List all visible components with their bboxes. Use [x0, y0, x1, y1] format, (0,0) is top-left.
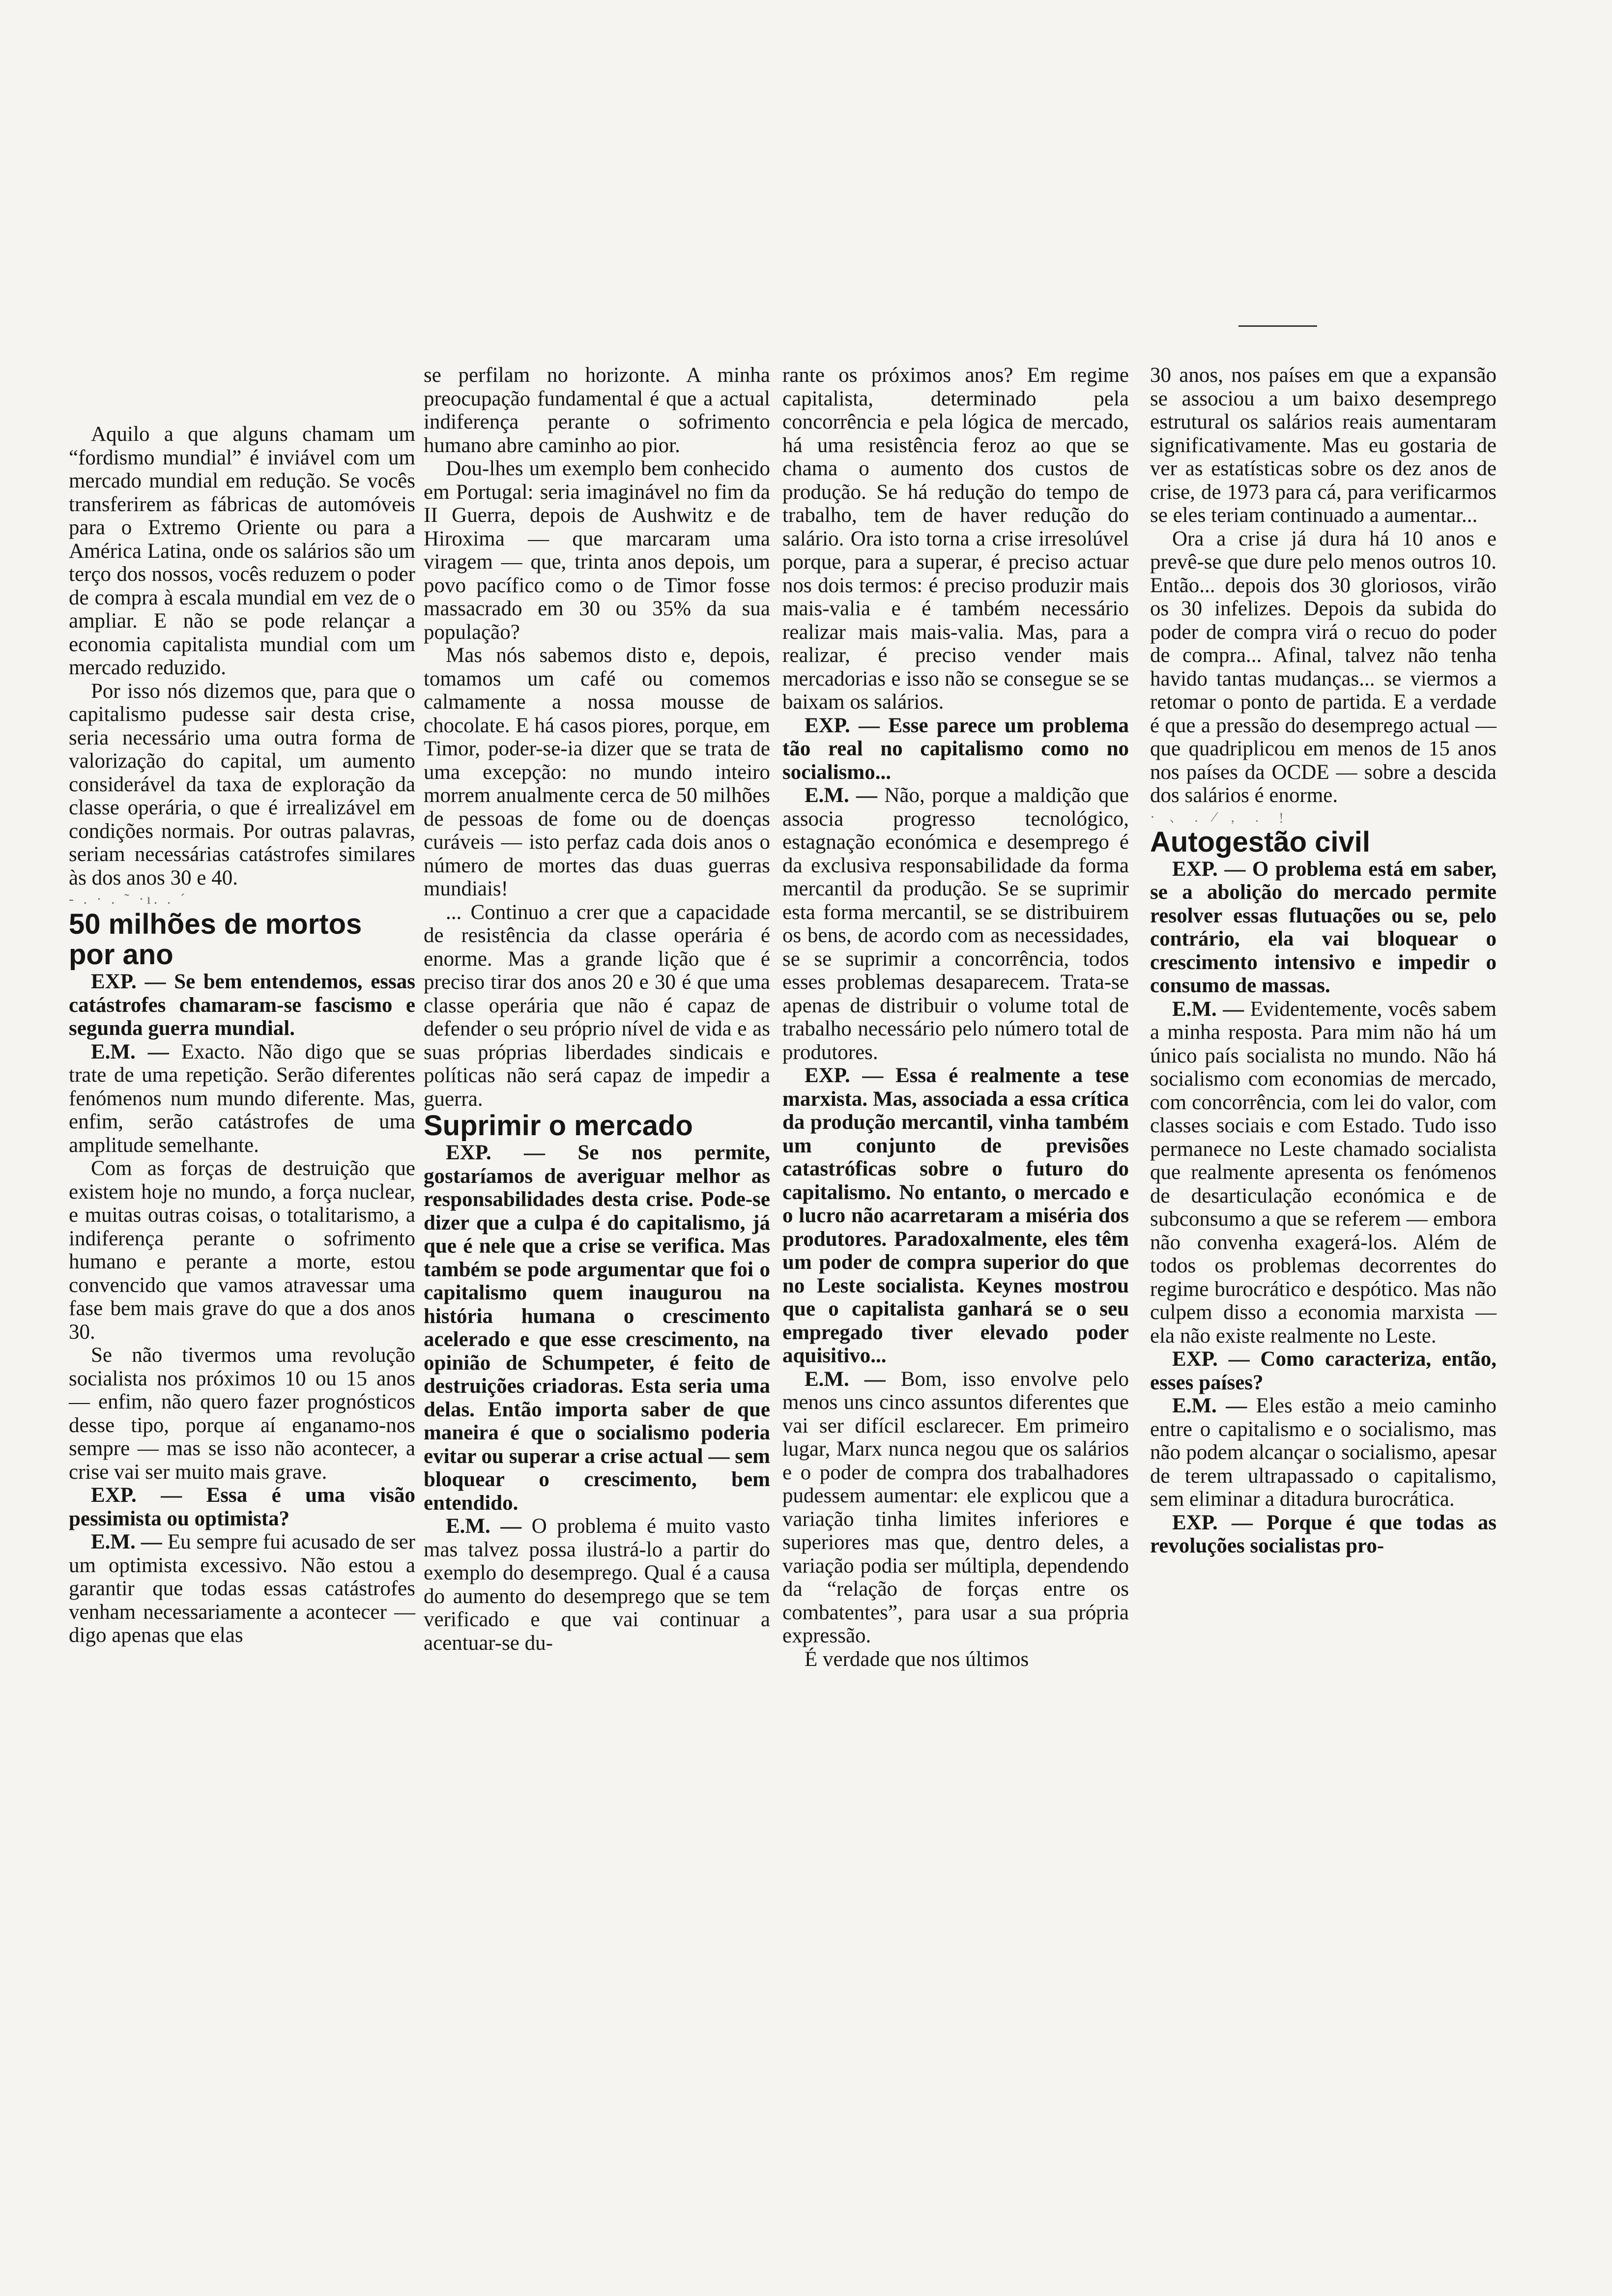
answer-text: Bom, isso envolve pelo menos uns cinco assuntos diferentes que vai ser difícil esclarecer. Em primeiro lugar, Marx nunca negou que os salários e o poder de compra dos trabalhadores pudessem aumentar: ele explicou que a variação tinha limites inferiores e superiores mas que, dentro deles, a variação podia ser múltipla, dependendo da “relação de forças entre os combatentes”, para usar a sua própria expressão.	[782, 1367, 1129, 1647]
speaker-label: EXP. —	[1172, 857, 1246, 881]
column-4	[1150, 364, 1497, 1558]
column-1	[69, 423, 415, 1647]
interview-question	[69, 970, 415, 1040]
paragraph: Dou-lhes um exemplo bem conhecido em Portugal: seria imaginável no fim da II Guerra, depois de Aushwitz e de Hiroxima — que marcaram uma viragem — que, trinta anos depois, um povo pacífico como o de Timor fosse massacrado em 30 ou 35% da sua população?	[424, 457, 770, 644]
section-heading-suprimir: Suprimir o mercado	[424, 1110, 693, 1142]
interview-answer	[782, 784, 1129, 1064]
speaker-label: EXP. —	[446, 1141, 546, 1164]
paragraph: rante os próximos anos? Em regime capitalista, determinado pela concorrência e pela lógica de mercado, há uma resistência feroz ao que se chama o aumento dos custos de produção. Se há redução do tempo de trabalho, tem de haver redução do salário. Ora isto torna a crise irresolúvel porque, para a superar, é preciso actuar nos dois termos: é preciso produzir mais mais-valia e é também necessário realizar mais mais-valia. Mas, para a realizar, é preciso vender mais mercadorias e isso não se consegue se se baixam os salários.	[782, 364, 1129, 714]
interview-question	[1150, 1511, 1497, 1558]
paragraph: 30 anos, nos países em que a expansão se associou a um baixo desemprego estrutural os salários reais aumentaram significativamente. Mas eu gostaria de ver as estatísticas sobre os dez anos de crise, de 1973 para cá, para verificarmos se eles teriam continuado a aumentar...	[1150, 364, 1497, 527]
print-marks: - . · . ˜ ·ı. . ´	[69, 891, 188, 907]
speaker-label: EXP. —	[91, 970, 166, 993]
answer-text: Exacto. Não digo que se trate de uma repetição. Serão diferentes fenómenos num mundo diferente. Mas, enfim, serão catástrofes de uma amplitude semelhante.	[69, 1040, 415, 1157]
speaker-label: E.M. —	[1172, 1394, 1247, 1417]
answer-text: Eles estão a meio caminho entre o capitalismo e o socialismo, mas não podem alcançar o socialismo, apesar de terem ultrapassado o capitalismo, sem eliminar a ditadura burocrática.	[1150, 1394, 1497, 1511]
question-text: Como caracteriza, então, esses países?	[1150, 1348, 1497, 1394]
paragraph: Por isso nós dizemos que, para que o capitalismo pudesse sair desta crise, seria necessário uma outra forma de valorização do capital, um aumento considerável da taxa de exploração da classe operária, o que é irrealizável em condições normais. Por outras palavras, seriam necessárias catástrofes similares às dos anos 30 e 40.	[69, 679, 415, 890]
column-2	[424, 364, 770, 1655]
interview-question	[782, 1064, 1129, 1368]
interview-answer	[69, 1530, 415, 1647]
interview-question	[1150, 858, 1497, 998]
question-text: O problema está em saber, se a abolição do mercado permite resolver essas flutuações ou se, pelo contrário, ela vai bloquear o crescimento intensivo e impedir o consumo de massas.	[1150, 857, 1497, 997]
paragraph: Aquilo a que alguns chamam um “fordismo mundial” é inviável com um mercado mundial em redução. Se vocês transferirem as fábricas de automóveis para o Extremo Oriente ou para a América Latina, onde os salários são um terço dos nossos, vocês reduzem o poder de compra à escala mundial em vez de o ampliar. E não se pode relançar a economia capitalista mundial com um mercado reduzido.	[69, 423, 415, 679]
interview-answer	[1150, 998, 1497, 1348]
column-3	[782, 364, 1129, 1671]
speaker-label: EXP. —	[91, 1484, 182, 1507]
speaker-label: E.M. —	[805, 784, 878, 807]
speaker-label: E.M. —	[91, 1040, 169, 1063]
interview-answer	[69, 1040, 415, 1157]
paragraph: Com as forças de destruição que existem hoje no mundo, a força nuclear, e muitas outras coisas, o totalitarismo, a indiferença perante o sofrimento humano e perante a morte, estou convencido que vamos atravessar uma fase bem mais grave do que a dos anos 30.	[69, 1157, 415, 1344]
print-marks: · ﹑ ﹒ ⁄ ﹐ ﹒ ﹗	[1150, 808, 1292, 825]
speaker-label: EXP. —	[805, 714, 880, 737]
speaker-label: E.M. —	[446, 1515, 522, 1538]
interview-question	[424, 1141, 770, 1515]
answer-text: O problema é muito vasto mas talvez possa ilustrá-lo a partir do exemplo do desemprego. Qual é a causa do aumento do desemprego que se tem verificado e que vai continuar a acentuar-se du-	[424, 1515, 770, 1655]
paragraph: Mas nós sabemos disto e, depois, tomamos um café ou comemos calmamente a nossa mousse de chocolate. E há casos piores, porque, em Timor, poder-se-ia dizer que se trata de uma excepção: no mundo inteiro morrem anualmente cerca de 50 milhões de pessoas de fome ou de doenças curáveis — isto perfaz cada dois anos o número de mortes das duas guerras mundiais!	[424, 644, 770, 900]
speaker-label: E.M. —	[1172, 997, 1244, 1021]
speaker-label: E.M. —	[805, 1367, 886, 1391]
interview-question	[782, 714, 1129, 784]
answer-text: Evidentemente, vocês sabem a minha resposta. Para mim não há um único país socialista no mundo. Não há socialismo com economias de mercado, com concorrência, com lei do valor, com classes sociais e com Estado. Tudo isso permanece no Leste chamado socialista que realmente apresenta os fenómenos de desarticulação económica e de subconsumo a que se referem — embora não convenha exagerá-los. Além de todos os problemas decorrentes do regime burocrático e despótico. Mas não culpem disso a economia marxista — ela não existe realmente no Leste.	[1150, 997, 1497, 1348]
question-text: Se bem entendemos, essas catástrofes chamaram-se fascismo e segunda guerra mundial.	[69, 970, 416, 1040]
interview-answer	[424, 1515, 770, 1655]
interview-answer	[782, 1368, 1129, 1648]
question-text: Essa é uma visão pessimista ou optimista?	[69, 1484, 415, 1530]
speaker-label: EXP. —	[1172, 1511, 1253, 1534]
paragraph: se perfilam no horizonte. A minha preocupação fundamental é que a actual indiferença perante o sofrimento humano abre caminho ao pior.	[424, 364, 770, 457]
question-text: Essa é realmente a tese marxista. Mas, associada a essa crítica da produção mercantil, vinha também um conjunto de previsões catastróficas sobre o futuro do capitalismo. No entanto, o mercado e o lucro não acarretaram a miséria dos produtores. Paradoxalmente, eles têm um poder de compra superior do que no Leste socialista. Keynes mostrou que o capitalista ganhará se o seu empregado tiver elevado poder aquisitivo...	[782, 1064, 1129, 1367]
question-text: Esse parece um problema tão real no capitalismo como no socialismo...	[782, 714, 1129, 784]
paragraph: Ora a crise já dura há 10 anos e prevê-se que dure pelo menos outros 10. Então... depois dos 30 gloriosos, virão os 30 infelizes. Depois da subida do poder de compra virá o recuo do poder de compra... Afinal, talvez não tenha havido tantas mudanças... se viermos a retomar o ponto de partida. E a verdade é que a pressão do desemprego actual — que quadriplicou em menos de 15 anos nos países da OCDE — sobre a descida dos salários é enorme.	[1150, 527, 1497, 807]
question-text: Se nos permite, gostaríamos de averiguar melhor as responsabilidades desta crise. Pode-se dizer que a culpa é do capitalismo, já que é nele que a crise se verifica. Mas também se pode argumentar que foi o capitalismo quem inaugurou na história humana o crescimento acelerado e que esse crescimento, na opinião de Schumpeter, é feito de destruições criadoras. Esta seria uma delas. Então importa saber de que maneira é que o socialismo poderia evitar ou superar a crise actual — sem bloquear o crescimento, bem entendido.	[424, 1141, 770, 1515]
interview-answer	[1150, 1394, 1497, 1511]
interview-question	[69, 1484, 415, 1530]
speaker-label: EXP. —	[805, 1064, 884, 1087]
section-heading-autogestao: Autogestão civil	[1150, 826, 1370, 858]
header-rule	[1238, 325, 1317, 327]
section-heading-mortos: 50 milhões de mortos por ano	[69, 908, 362, 971]
question-text: Porque é que todas as revoluções socialistas pro-	[1150, 1511, 1497, 1557]
paragraph: Se não tivermos uma revolução socialista nos próximos 10 ou 15 anos — enfim, não quero fazer prognósticos desse tipo, porque aí enganamo-nos sempre — mas se isso não acontecer, a crise vai ser muito mais grave.	[69, 1344, 415, 1484]
interview-question	[1150, 1348, 1497, 1394]
paragraph: ... Continuo a crer que a capacidade de resistência da classe operária é enorme. Mas a grande lição que é preciso tirar dos anos 20 e 30 é que uma classe operária que não é capaz de defender o seu próprio nível de vida e as suas próprias liberdades sindicais e políticas não será capaz de impedir a guerra.	[424, 900, 770, 1111]
answer-text: Não, porque a maldição que associa progresso tecnológico, estagnação económica e desemprego é da exclusiva responsabilidade da forma mercantil da produção. Se se suprimir esta forma mercantil, se se distribuirem os bens, de acordo com as necessidades, se se suprimir a concorrência, todos esses problemas desaparecem. Trata-se apenas de distribuir o volume total de trabalho necessário pelo número total de produtores.	[782, 784, 1129, 1064]
speaker-label: E.M. —	[91, 1530, 162, 1553]
speaker-label: EXP. —	[1172, 1348, 1250, 1371]
paragraph: É verdade que nos últimos	[805, 1647, 1029, 1671]
answer-text: Eu sempre fui acusado de ser um optimista excessivo. Não estou a garantir que todas essas catástrofes venham necessariamente a acontecer — digo apenas que elas	[69, 1530, 415, 1647]
